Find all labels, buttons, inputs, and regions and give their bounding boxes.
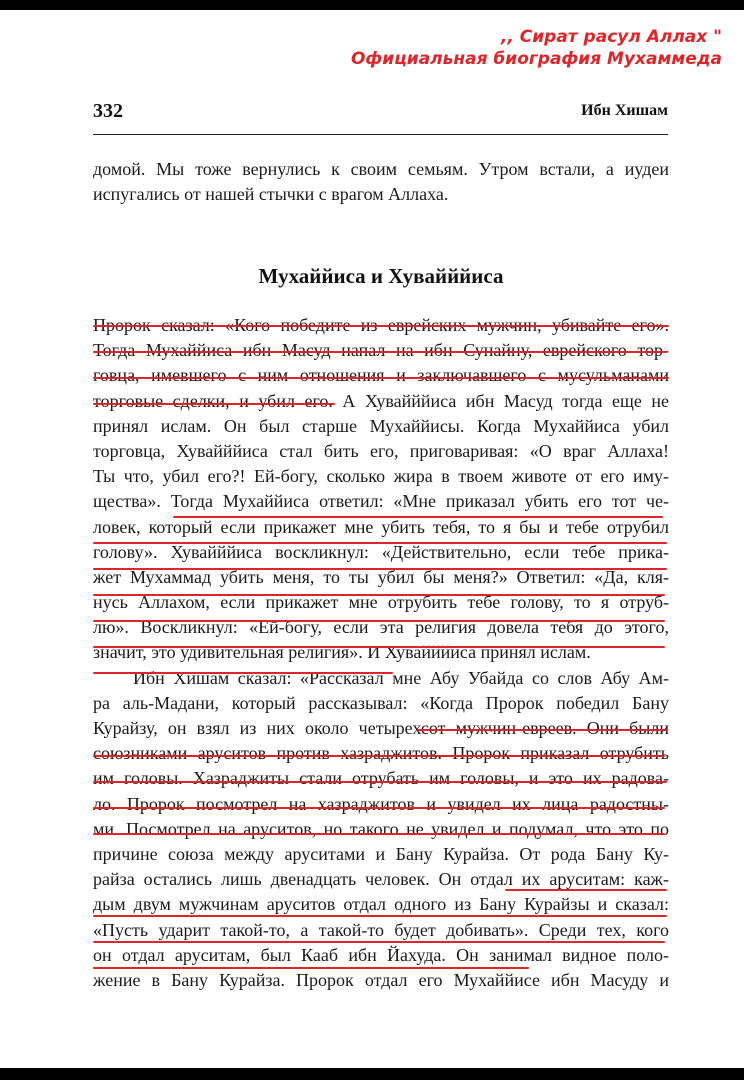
text-line: Ты что, убил его?! Ей-богу, сколько жира в твоем животе от его иму-: [93, 466, 669, 487]
watermark: [351, 26, 722, 70]
text-line: голову». Хувайййиса воскликнул: «Действительно, если тебе прика-: [93, 541, 669, 562]
section-heading: Мухаййиса и Хувайййиса: [258, 264, 504, 288]
page-number: 332: [93, 100, 123, 122]
top-paragraph: домой. Мы тоже вернулись к своим семьям. Утром встали, а иудеи испугались от нашей стычки с врагом Аллаха.: [93, 159, 669, 205]
text-line: жет Мухаммад убить меня, то ты убил бы меня?» Ответил: «Да, кля-: [93, 566, 669, 587]
text-line: Курайзу, он взял из них около четырехсот мужчин-евреев. Они были: [93, 718, 669, 738]
text-line: союзниками аруситов против хазраджитов. Пророк приказал отрубить: [93, 743, 669, 764]
header-rule: [93, 134, 668, 135]
text-line: Ибн Хишам сказал: «Рассказал мне Абу Убайда со слов Абу Ам-: [133, 667, 669, 688]
text-line: ра аль-Мадани, который рассказывал: «Когда Пророк победил Бану: [93, 692, 669, 713]
text-line: им головы. Хазраджиты стали отрубать им головы, и это их радова-: [93, 768, 669, 789]
text-line: лю». Воскликнул: «Ей-богу, если эта религия довела тебя до этого,: [93, 617, 669, 638]
text-line: ло. Пророк посмотрел на хазраджитов и увидел их лица радостны-: [93, 793, 669, 814]
watermark-title: ,, Сират расул Аллах ": [500, 27, 722, 47]
text-line: Пророк сказал: «Кого победите из еврейских мужчин, убивайте его».: [93, 315, 669, 335]
text-line: «Пусть ударит такой-то, а такой-то будет добивать». Среди тех, кого: [93, 919, 669, 940]
text-line: дым двум мужчинам аруситов отдал одного из Бану Курайзы и сказал:: [93, 894, 669, 915]
text-line: причине союза между аруситами и Бану Курайза. От рода Бану Ку-: [93, 843, 669, 864]
body-text: [93, 313, 669, 993]
text-line: ми. Посмотрел на аруситов, но такого не увидел и подумал, что это по: [93, 818, 669, 839]
text-line: нусь Аллахом, если прикажет мне отрубить тебе голову, то я отруб-: [93, 592, 669, 613]
text-line: Тогда Мухаййиса ибн Масуд напал на ибн Сунайну, еврейского тор-: [93, 340, 669, 361]
text-line: щества». Тогда Мухаййиса ответил: «Мне приказал убить его тот че-: [93, 491, 669, 512]
book-page: [0, 10, 744, 1068]
text-line: он отдал аруситам, был Кааб ибн Йахуда. Он занимал видное поло-: [93, 944, 669, 965]
running-head: [93, 100, 668, 124]
text-line: торговые сделки, и убил его. А Хувайййиса ибн Масуд тогда еще не: [93, 390, 669, 411]
text-line: жение в Бану Курайза. Пророк отдал его Мухаййисе ибн Масуду и: [93, 969, 669, 990]
text-line: торговца, Хувайййиса стал бить его, приговаривая: «О враг Аллаха!: [93, 440, 669, 461]
text-line: говца, имевшего с ним отношения и заключавшего с мусульманами: [93, 365, 669, 386]
text-line: принял ислам. Он был старше Мухаййисы. Когда Мухаййиса убил: [93, 415, 669, 436]
text-line: значит, это удивительная религия». И Хувайййиса принял ислам.: [93, 642, 591, 663]
watermark-subtitle: Официальная биография Мухаммеда: [350, 49, 722, 69]
running-head-author: Ибн Хишам: [581, 102, 668, 119]
text-line: райза остались лишь двенадцать человек. Он отдал их аруситам: каж-: [93, 869, 669, 890]
text-line: ловек, который если прикажет мне убить тебя, то я бы и тебе отрубил: [93, 516, 669, 537]
